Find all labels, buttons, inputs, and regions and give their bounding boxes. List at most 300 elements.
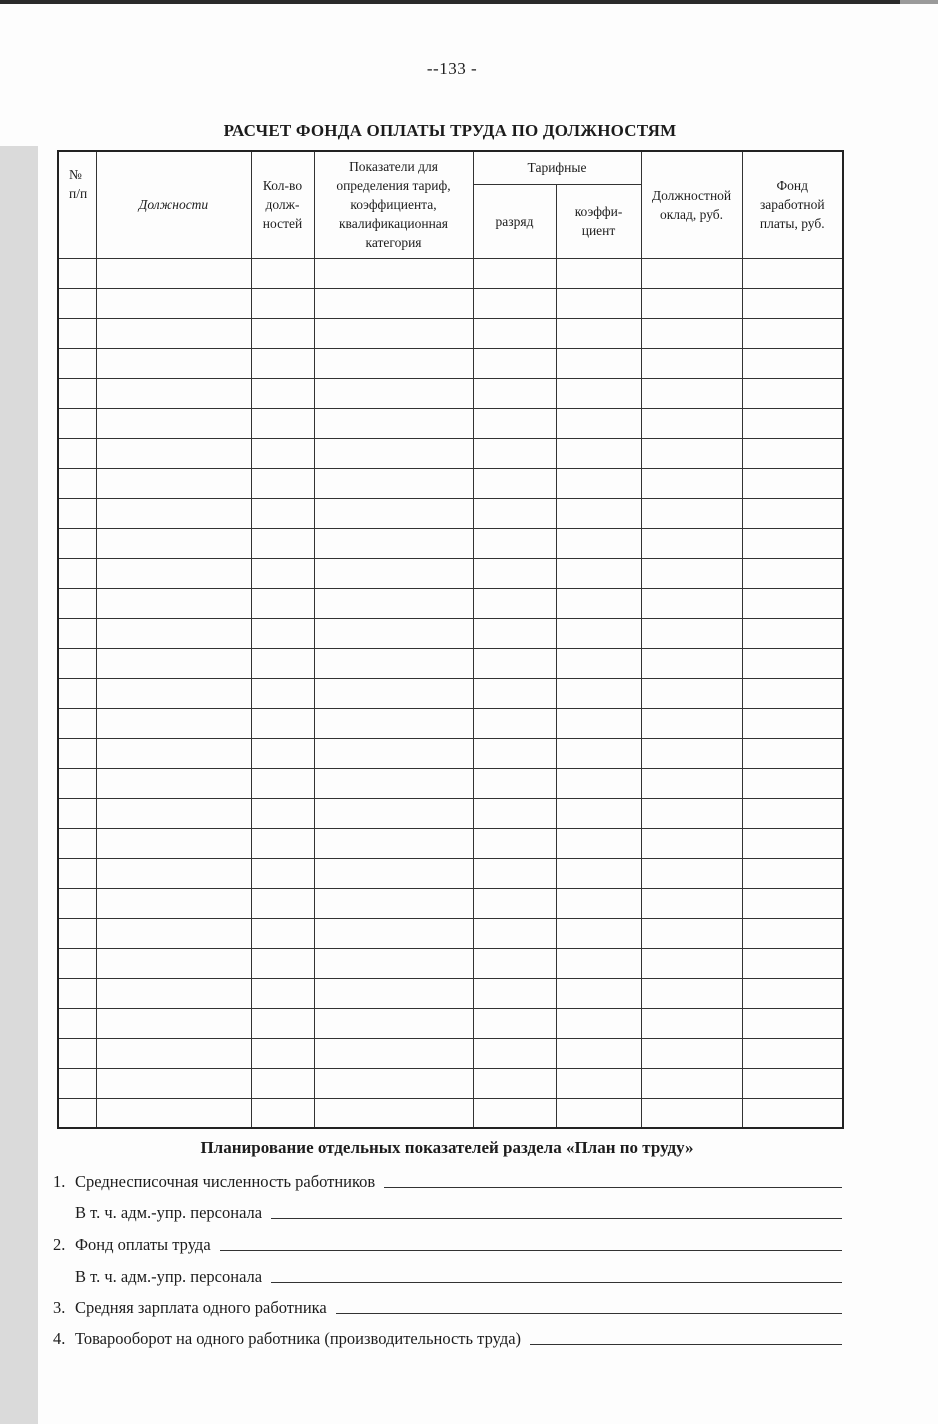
table-cell bbox=[556, 708, 641, 738]
table-cell bbox=[473, 798, 556, 828]
table-cell bbox=[251, 978, 314, 1008]
table-cell bbox=[58, 648, 96, 678]
table-cell bbox=[96, 648, 251, 678]
table-cell bbox=[314, 618, 473, 648]
table-cell bbox=[556, 738, 641, 768]
table-cell bbox=[556, 438, 641, 468]
table-cell bbox=[641, 858, 742, 888]
plan-item-admin-headcount bbox=[53, 1201, 842, 1223]
table-cell bbox=[556, 768, 641, 798]
table-cell bbox=[96, 918, 251, 948]
scan-top-edge bbox=[0, 0, 900, 4]
table-cell bbox=[96, 348, 251, 378]
table-cell bbox=[58, 1068, 96, 1098]
table-cell bbox=[556, 558, 641, 588]
table-cell bbox=[251, 948, 314, 978]
header-grade: разряд bbox=[473, 184, 556, 258]
table-row bbox=[58, 798, 843, 828]
table-cell bbox=[58, 348, 96, 378]
table-cell bbox=[641, 618, 742, 648]
table-cell bbox=[556, 858, 641, 888]
table-cell bbox=[556, 978, 641, 1008]
table-row bbox=[58, 258, 843, 288]
table-cell bbox=[251, 288, 314, 318]
table-cell bbox=[556, 648, 641, 678]
table-cell bbox=[742, 738, 843, 768]
table-cell bbox=[96, 738, 251, 768]
plan-item-label: Фонд оплаты труда bbox=[75, 1235, 211, 1254]
table-cell bbox=[742, 828, 843, 858]
table-cell bbox=[641, 1098, 742, 1128]
table-cell bbox=[58, 858, 96, 888]
header-tariff: Тарифные bbox=[473, 151, 641, 184]
table-cell bbox=[314, 558, 473, 588]
table-cell bbox=[251, 408, 314, 438]
payroll-fund-table bbox=[57, 150, 844, 1129]
plan-item-label: В т. ч. адм.-упр. персонала bbox=[75, 1203, 263, 1222]
table-cell bbox=[473, 288, 556, 318]
table-cell bbox=[742, 558, 843, 588]
table-cell bbox=[742, 378, 843, 408]
table-cell bbox=[641, 978, 742, 1008]
table-cell bbox=[58, 1008, 96, 1038]
table-cell bbox=[556, 888, 641, 918]
scan-top-edge-end bbox=[900, 0, 938, 4]
table-cell bbox=[251, 858, 314, 888]
table-cell bbox=[96, 948, 251, 978]
table-cell bbox=[473, 618, 556, 648]
table-cell bbox=[473, 858, 556, 888]
table-cell bbox=[641, 288, 742, 318]
table-cell bbox=[473, 738, 556, 768]
table-cell bbox=[96, 288, 251, 318]
page-number: --133 - bbox=[426, 59, 478, 78]
table-cell bbox=[58, 798, 96, 828]
table-cell bbox=[58, 618, 96, 648]
table-cell bbox=[473, 438, 556, 468]
table-cell bbox=[58, 288, 96, 318]
table-row bbox=[58, 1098, 843, 1128]
table-row bbox=[58, 498, 843, 528]
plan-item-average-headcount bbox=[53, 1170, 842, 1192]
table-cell bbox=[641, 408, 742, 438]
table-cell bbox=[58, 408, 96, 438]
table-cell bbox=[96, 708, 251, 738]
table-cell bbox=[314, 678, 473, 708]
table-cell bbox=[473, 318, 556, 348]
table-cell bbox=[96, 1098, 251, 1128]
plan-item-admin-payroll bbox=[53, 1265, 842, 1287]
table-cell bbox=[556, 1008, 641, 1038]
table-cell bbox=[58, 738, 96, 768]
table-cell bbox=[556, 468, 641, 498]
table-cell bbox=[314, 888, 473, 918]
table-cell bbox=[96, 378, 251, 408]
table-cell bbox=[641, 1038, 742, 1068]
table-cell bbox=[251, 348, 314, 378]
table-header-row bbox=[58, 151, 843, 184]
table-cell bbox=[96, 438, 251, 468]
table-cell bbox=[742, 1038, 843, 1068]
table-cell bbox=[58, 558, 96, 588]
plan-item-turnover-per-worker bbox=[53, 1327, 842, 1349]
table-row bbox=[58, 768, 843, 798]
table-cell bbox=[473, 378, 556, 408]
table-row bbox=[58, 528, 843, 558]
table-cell bbox=[556, 618, 641, 648]
table-cell bbox=[58, 978, 96, 1008]
table-cell bbox=[96, 618, 251, 648]
table-cell bbox=[556, 948, 641, 978]
table-cell bbox=[58, 948, 96, 978]
table-cell bbox=[641, 918, 742, 948]
table-cell bbox=[96, 1008, 251, 1038]
table-cell bbox=[314, 648, 473, 678]
plan-item-payroll-fund bbox=[53, 1233, 842, 1255]
table-cell bbox=[58, 588, 96, 618]
table-cell bbox=[96, 318, 251, 348]
table-cell bbox=[742, 1008, 843, 1038]
table-cell bbox=[641, 798, 742, 828]
table-row bbox=[58, 978, 843, 1008]
table-cell bbox=[641, 498, 742, 528]
table-cell bbox=[473, 648, 556, 678]
table-cell bbox=[742, 678, 843, 708]
table-cell bbox=[96, 768, 251, 798]
table-cell bbox=[742, 978, 843, 1008]
table-cell bbox=[473, 558, 556, 588]
table-cell bbox=[314, 468, 473, 498]
table-row bbox=[58, 828, 843, 858]
table-cell bbox=[473, 468, 556, 498]
table-cell bbox=[641, 1068, 742, 1098]
table-cell bbox=[742, 918, 843, 948]
table-cell bbox=[314, 378, 473, 408]
table-cell bbox=[742, 318, 843, 348]
table-cell bbox=[314, 1038, 473, 1068]
table-cell bbox=[251, 528, 314, 558]
table-cell bbox=[58, 258, 96, 288]
table-cell bbox=[314, 588, 473, 618]
table-cell bbox=[58, 888, 96, 918]
table-cell bbox=[251, 1068, 314, 1098]
table-cell bbox=[641, 558, 742, 588]
table-cell bbox=[58, 828, 96, 858]
table-cell bbox=[251, 1038, 314, 1068]
table-row bbox=[58, 648, 843, 678]
table-cell bbox=[96, 978, 251, 1008]
table-cell bbox=[314, 858, 473, 888]
table-cell bbox=[58, 918, 96, 948]
table-cell bbox=[556, 288, 641, 318]
table-cell bbox=[641, 378, 742, 408]
table-cell bbox=[96, 258, 251, 288]
planning-section-title: Планирование отдельных показателей раздела «План по труду» bbox=[200, 1138, 694, 1157]
table-cell bbox=[473, 1068, 556, 1098]
plan-item-blank-line bbox=[530, 1343, 842, 1345]
table-cell bbox=[742, 258, 843, 288]
table-cell bbox=[473, 498, 556, 528]
table-cell bbox=[473, 888, 556, 918]
table-cell bbox=[96, 498, 251, 528]
table-cell bbox=[96, 1068, 251, 1098]
header-coefficient: коэффи- циент bbox=[556, 184, 641, 258]
table-cell bbox=[314, 408, 473, 438]
table-cell bbox=[58, 678, 96, 708]
table-row bbox=[58, 678, 843, 708]
table-cell bbox=[58, 1098, 96, 1128]
table-cell bbox=[96, 558, 251, 588]
table-cell bbox=[556, 1098, 641, 1128]
table-row bbox=[58, 288, 843, 318]
table-cell bbox=[742, 498, 843, 528]
table-row bbox=[58, 588, 843, 618]
table-cell bbox=[314, 978, 473, 1008]
table-cell bbox=[742, 888, 843, 918]
table-cell bbox=[473, 1098, 556, 1128]
table-cell bbox=[641, 768, 742, 798]
table-cell bbox=[58, 498, 96, 528]
header-indicators: Показатели для определения тариф, коэффициента, квалификационная категория bbox=[314, 151, 473, 258]
table-cell bbox=[641, 468, 742, 498]
table-cell bbox=[314, 528, 473, 558]
table-cell bbox=[556, 528, 641, 558]
table-cell bbox=[58, 378, 96, 408]
table-cell bbox=[473, 528, 556, 558]
table-cell bbox=[641, 318, 742, 348]
table-row bbox=[58, 438, 843, 468]
table-cell bbox=[251, 618, 314, 648]
table-cell bbox=[556, 498, 641, 528]
plan-item-label: Средняя зарплата одного работника bbox=[75, 1298, 327, 1317]
plan-item-blank-line bbox=[220, 1249, 842, 1251]
table-cell bbox=[314, 288, 473, 318]
table-cell bbox=[251, 558, 314, 588]
table-cell bbox=[473, 708, 556, 738]
table-cell bbox=[96, 528, 251, 558]
header-salary: Должностной оклад, руб. bbox=[641, 151, 742, 258]
table-cell bbox=[742, 588, 843, 618]
plan-item-label: Среднесписочная численность работников bbox=[75, 1172, 376, 1191]
table-cell bbox=[641, 588, 742, 618]
table-cell bbox=[556, 258, 641, 288]
table-cell bbox=[742, 648, 843, 678]
table-cell bbox=[314, 948, 473, 978]
plan-item-average-salary bbox=[53, 1296, 842, 1318]
table-cell bbox=[473, 408, 556, 438]
table-cell bbox=[641, 438, 742, 468]
plan-item-label: Товарооборот на одного работника (производительность труда) bbox=[75, 1329, 522, 1348]
table-cell bbox=[742, 438, 843, 468]
table-cell bbox=[251, 918, 314, 948]
table-cell bbox=[641, 828, 742, 858]
table-cell bbox=[251, 738, 314, 768]
table-cell bbox=[314, 918, 473, 948]
table-cell bbox=[556, 588, 641, 618]
table-cell bbox=[473, 678, 556, 708]
table-cell bbox=[314, 318, 473, 348]
table-row bbox=[58, 858, 843, 888]
table-cell bbox=[251, 1098, 314, 1128]
plan-item-number: 1. bbox=[53, 1172, 66, 1191]
table-cell bbox=[251, 438, 314, 468]
table-cell bbox=[473, 1008, 556, 1038]
table-row bbox=[58, 1068, 843, 1098]
table-cell bbox=[742, 948, 843, 978]
table-cell bbox=[251, 498, 314, 528]
table-row bbox=[58, 378, 843, 408]
table-cell bbox=[58, 768, 96, 798]
table-cell bbox=[556, 348, 641, 378]
table-cell bbox=[314, 498, 473, 528]
table-cell bbox=[473, 348, 556, 378]
plan-item-number: 2. bbox=[53, 1235, 66, 1254]
table-cell bbox=[473, 768, 556, 798]
plan-item-blank-line bbox=[271, 1281, 842, 1283]
table-cell bbox=[556, 678, 641, 708]
table-cell bbox=[556, 918, 641, 948]
table-cell bbox=[742, 618, 843, 648]
table-cell bbox=[641, 1008, 742, 1038]
plan-item-blank-line bbox=[271, 1217, 842, 1219]
table-cell bbox=[473, 948, 556, 978]
table-cell bbox=[742, 528, 843, 558]
table-cell bbox=[742, 798, 843, 828]
table-cell bbox=[58, 438, 96, 468]
table-row bbox=[58, 888, 843, 918]
table-cell bbox=[251, 258, 314, 288]
table-cell bbox=[473, 258, 556, 288]
table-cell bbox=[473, 978, 556, 1008]
table-cell bbox=[251, 318, 314, 348]
scan-left-shadow bbox=[0, 146, 38, 1424]
table-cell bbox=[742, 288, 843, 318]
table-cell bbox=[251, 828, 314, 858]
table-cell bbox=[641, 258, 742, 288]
table-row bbox=[58, 738, 843, 768]
table-row bbox=[58, 558, 843, 588]
table-cell bbox=[314, 738, 473, 768]
table-cell bbox=[96, 408, 251, 438]
table-cell bbox=[314, 348, 473, 378]
table-cell bbox=[742, 1098, 843, 1128]
table-cell bbox=[251, 888, 314, 918]
table-row bbox=[58, 348, 843, 378]
table-row bbox=[58, 918, 843, 948]
header-num: № п/п bbox=[58, 151, 96, 258]
plan-item-number: 3. bbox=[53, 1298, 66, 1317]
table-cell bbox=[314, 708, 473, 738]
table-row bbox=[58, 708, 843, 738]
table-cell bbox=[641, 678, 742, 708]
table-cell bbox=[96, 858, 251, 888]
table-row bbox=[58, 468, 843, 498]
table-cell bbox=[96, 828, 251, 858]
table-cell bbox=[556, 378, 641, 408]
table-cell bbox=[251, 1008, 314, 1038]
table-cell bbox=[641, 348, 742, 378]
table-cell bbox=[314, 1098, 473, 1128]
table-cell bbox=[251, 648, 314, 678]
table-cell bbox=[473, 588, 556, 618]
plan-item-label: В т. ч. адм.-упр. персонала bbox=[75, 1267, 263, 1286]
table-cell bbox=[742, 468, 843, 498]
table-cell bbox=[314, 1068, 473, 1098]
table-cell bbox=[251, 678, 314, 708]
table-cell bbox=[641, 738, 742, 768]
page-title: РАСЧЕТ ФОНДА ОПЛАТЫ ТРУДА ПО ДОЛЖНОСТЯМ bbox=[223, 121, 677, 140]
table-cell bbox=[556, 318, 641, 348]
table-cell bbox=[251, 768, 314, 798]
table-cell bbox=[473, 918, 556, 948]
table-cell bbox=[314, 828, 473, 858]
table-cell bbox=[314, 768, 473, 798]
table-cell bbox=[641, 948, 742, 978]
table-cell bbox=[742, 348, 843, 378]
header-position: Должности bbox=[96, 151, 251, 258]
table-row bbox=[58, 948, 843, 978]
table-cell bbox=[742, 408, 843, 438]
table-cell bbox=[641, 648, 742, 678]
table-cell bbox=[641, 708, 742, 738]
header-fund: Фонд заработной платы, руб. bbox=[742, 151, 843, 258]
table-cell bbox=[556, 828, 641, 858]
table-cell bbox=[641, 888, 742, 918]
table-cell bbox=[251, 798, 314, 828]
table-cell bbox=[251, 468, 314, 498]
table-cell bbox=[96, 468, 251, 498]
table-cell bbox=[556, 1068, 641, 1098]
table-cell bbox=[641, 528, 742, 558]
table-cell bbox=[473, 1038, 556, 1068]
table-cell bbox=[58, 318, 96, 348]
table-cell bbox=[96, 1038, 251, 1068]
table-row bbox=[58, 1038, 843, 1068]
table-cell bbox=[556, 1038, 641, 1068]
table-cell bbox=[96, 798, 251, 828]
table-cell bbox=[251, 588, 314, 618]
table-cell bbox=[314, 438, 473, 468]
plan-item-number: 4. bbox=[53, 1329, 66, 1348]
table-cell bbox=[58, 1038, 96, 1068]
table-body bbox=[58, 258, 843, 1128]
table-cell bbox=[58, 708, 96, 738]
table-cell bbox=[58, 528, 96, 558]
table-cell bbox=[556, 798, 641, 828]
table-row bbox=[58, 618, 843, 648]
table-row bbox=[58, 408, 843, 438]
table-cell bbox=[58, 468, 96, 498]
header-count: Кол-во долж- ностей bbox=[251, 151, 314, 258]
table-row bbox=[58, 1008, 843, 1038]
plan-item-blank-line bbox=[336, 1312, 842, 1314]
table-cell bbox=[314, 258, 473, 288]
table-cell bbox=[742, 768, 843, 798]
table-cell bbox=[251, 378, 314, 408]
table-cell bbox=[473, 828, 556, 858]
table-cell bbox=[314, 798, 473, 828]
table-cell bbox=[742, 1068, 843, 1098]
table-cell bbox=[742, 708, 843, 738]
table-cell bbox=[96, 588, 251, 618]
plan-item-blank-line bbox=[384, 1186, 842, 1188]
table-cell bbox=[96, 888, 251, 918]
table-cell bbox=[556, 408, 641, 438]
table-cell bbox=[742, 858, 843, 888]
table-row bbox=[58, 318, 843, 348]
table-cell bbox=[96, 678, 251, 708]
table-cell bbox=[314, 1008, 473, 1038]
